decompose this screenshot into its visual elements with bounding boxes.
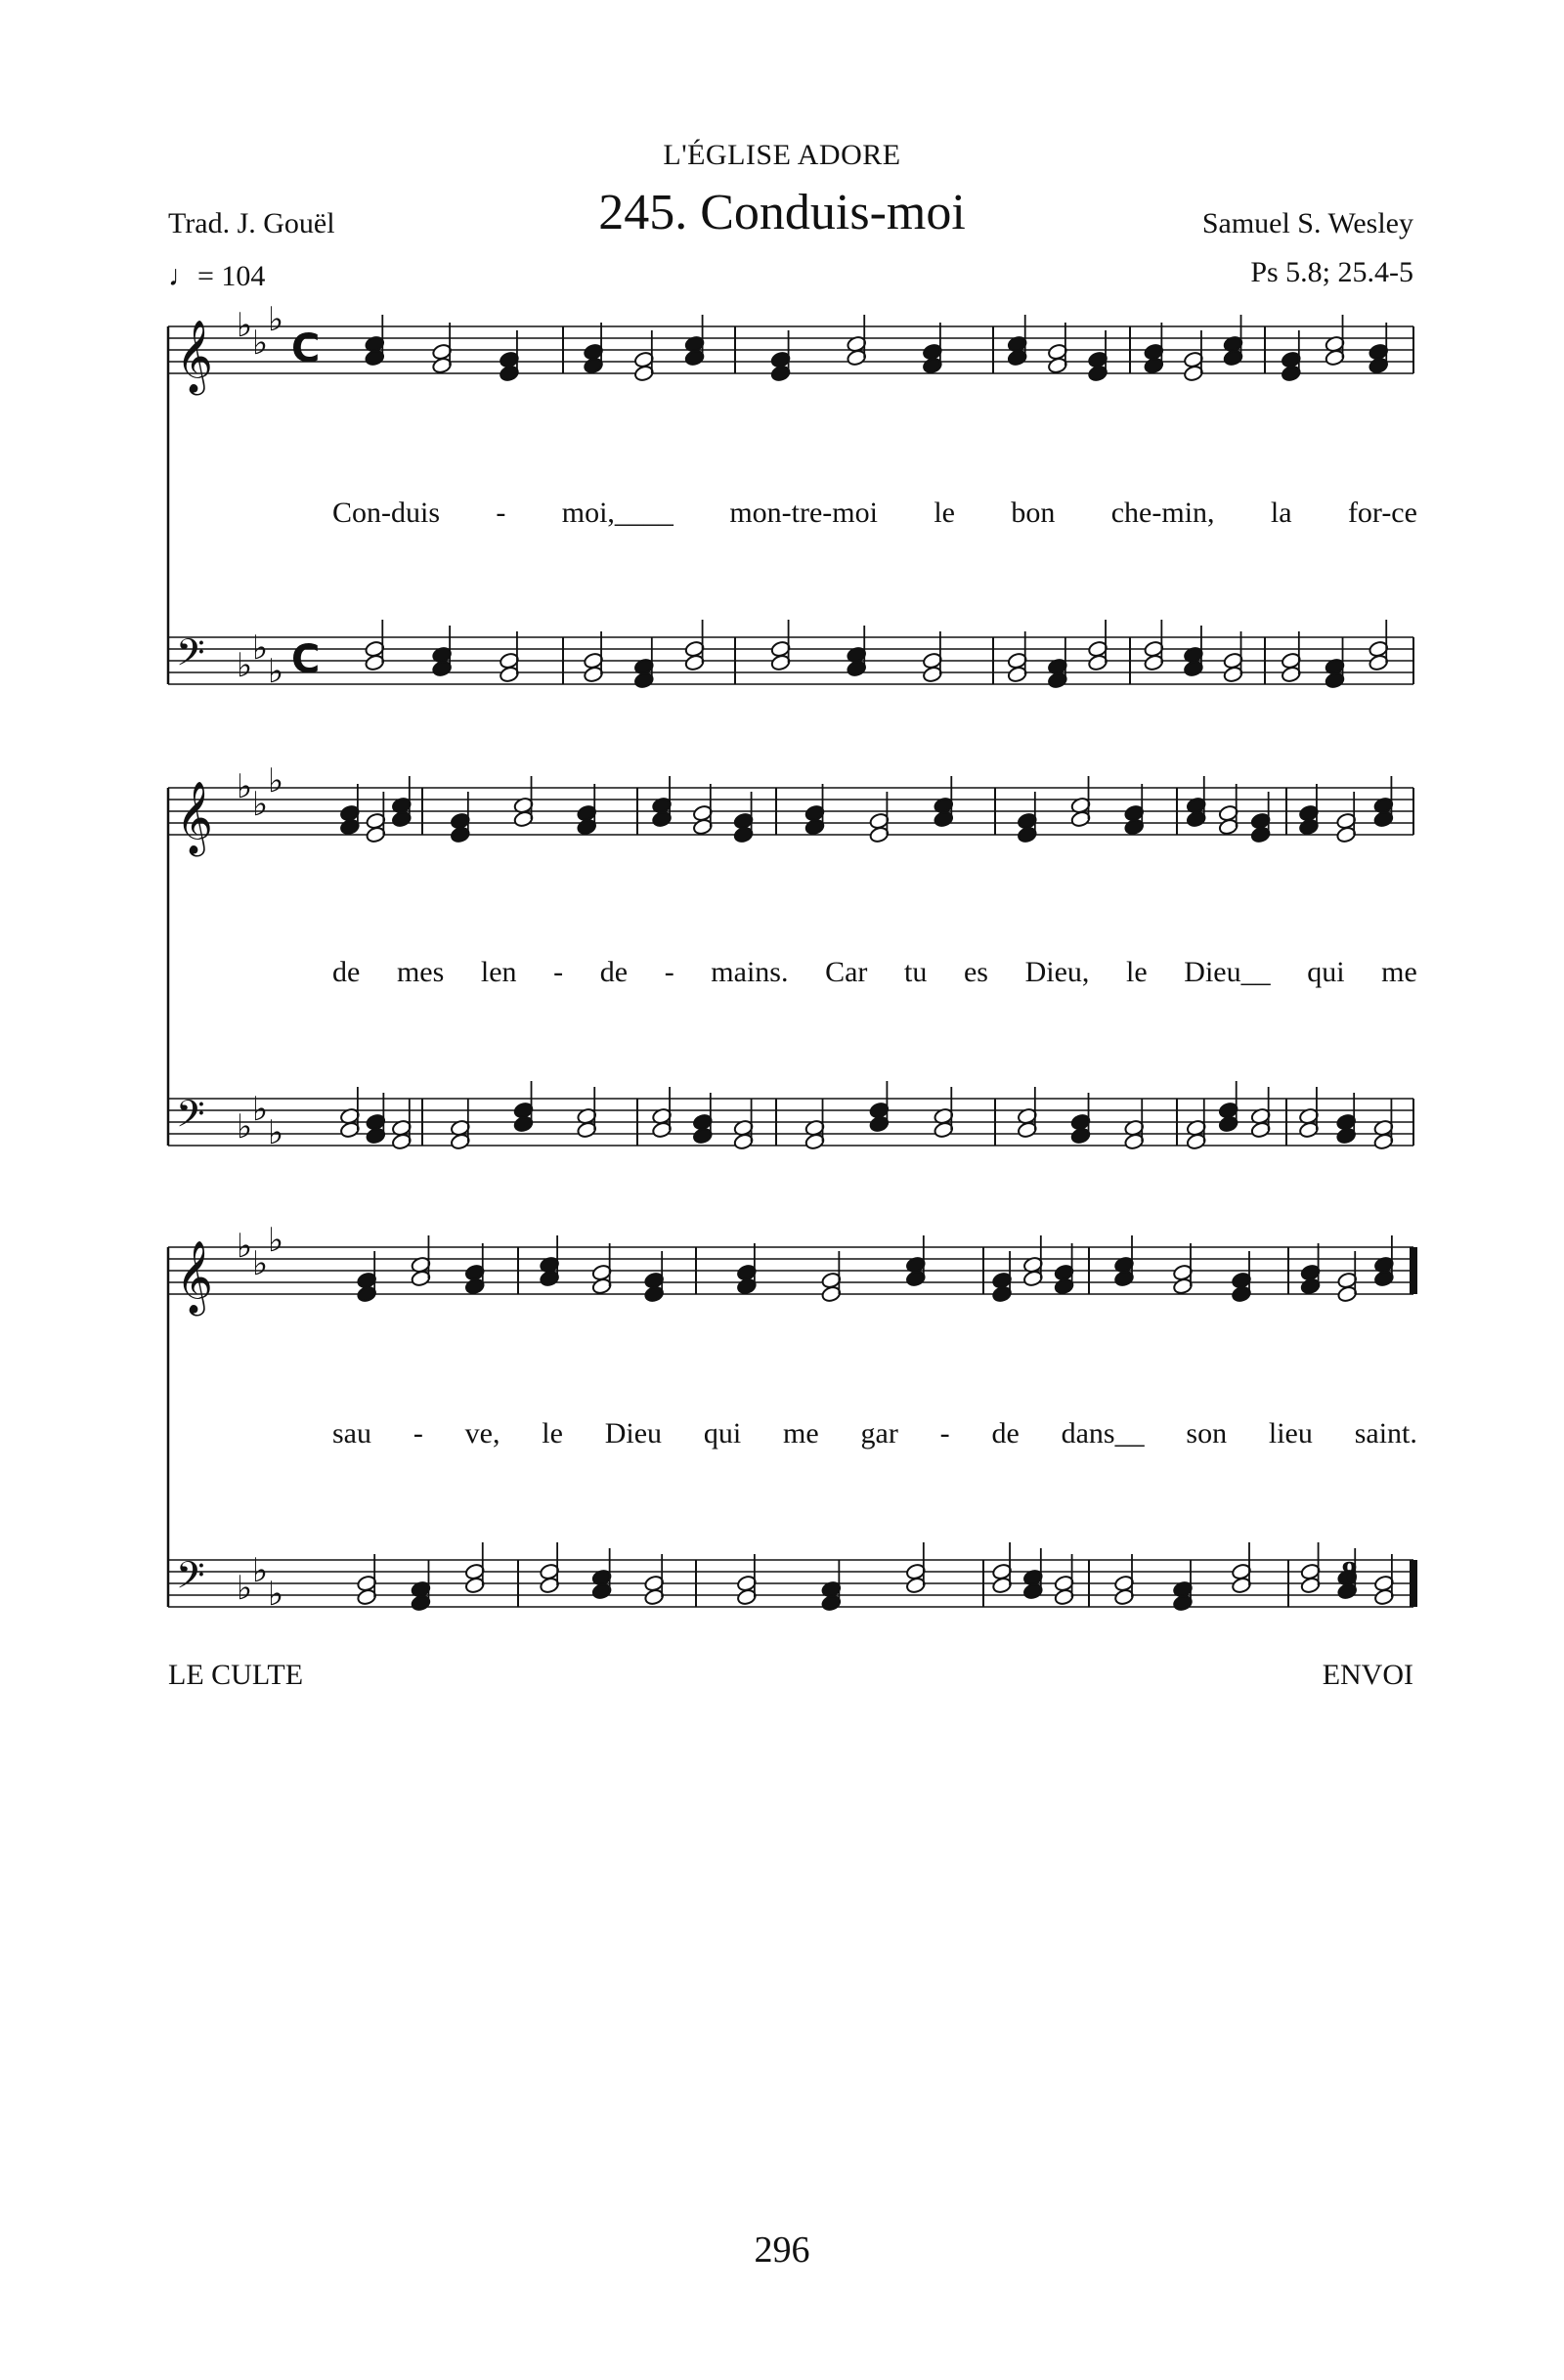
lyric-syllable: len	[480, 956, 517, 988]
flat-icon: ♭	[252, 785, 269, 824]
lyric-syllable: saint.	[1354, 1417, 1417, 1450]
lyric-syllable: me	[783, 1417, 819, 1450]
lyric-syllable: gar	[860, 1417, 898, 1450]
lyric-syllable: tu	[904, 956, 928, 988]
section-title: L'ÉGLISE ADORE	[663, 139, 901, 171]
flat-icon: ♭	[237, 1569, 253, 1608]
lyric-syllable: de	[991, 1417, 1020, 1450]
bass-clef-icon: 𝄢	[176, 1092, 205, 1145]
time-signature-icon: C	[291, 326, 321, 371]
lyric-syllable: moi,____	[561, 497, 673, 529]
lyric-syllable: for-ce	[1347, 497, 1417, 529]
lyric-syllable: mains.	[711, 956, 789, 988]
treble-clef-icon: 𝄞	[176, 321, 213, 393]
lyrics-line-1	[332, 497, 1417, 530]
flat-icon: ♭	[237, 767, 253, 806]
flat-icon: ♭	[237, 646, 253, 685]
lyric-syllable: dans__	[1061, 1417, 1145, 1450]
flat-icon: ♭	[268, 1113, 284, 1152]
flat-icon: ♭	[252, 628, 269, 668]
footer-category-left: LE CULTE	[168, 1659, 304, 1691]
lyric-syllable: le	[1126, 956, 1148, 988]
lyric-syllable: es	[963, 956, 988, 988]
lyrics-line-2	[332, 956, 1417, 989]
tempo-value: = 104	[197, 260, 266, 292]
scripture-reference: Ps 5.8; 25.4-5	[1250, 256, 1413, 288]
lyric-syllable: de	[332, 956, 361, 988]
lyric-syllable: Car	[825, 956, 868, 988]
lyric-syllable: -	[413, 1417, 423, 1450]
lyric-syllable: sau	[332, 1417, 371, 1450]
lyric-syllable: -	[664, 956, 674, 988]
flat-icon: ♭	[268, 1575, 284, 1614]
lyric-syllable: mon-tre-moi	[729, 497, 878, 529]
lyric-syllable: le	[934, 497, 955, 529]
lyric-syllable: le	[542, 1417, 563, 1450]
lyric-syllable: qui	[703, 1417, 742, 1450]
flat-icon: ♭	[268, 761, 284, 801]
flat-icon: ♭	[268, 300, 284, 339]
lyric-syllable: -	[496, 497, 506, 529]
composer: Samuel S. Wesley	[1201, 207, 1413, 239]
flat-icon: ♭	[252, 1551, 269, 1590]
lyric-syllable: -	[553, 956, 564, 988]
flat-icon: ♭	[268, 652, 284, 691]
flat-icon: ♭	[237, 306, 253, 345]
lyric-syllable: son	[1186, 1417, 1228, 1450]
bass-clef-icon: 𝄢	[176, 630, 205, 683]
page-number: 296	[754, 2229, 810, 2271]
quarter-note-icon: ♩	[168, 260, 197, 292]
footer-category-right: ENVOI	[1322, 1659, 1413, 1691]
treble-clef-icon: 𝄞	[176, 1241, 213, 1314]
bass-clef-icon: 𝄢	[176, 1553, 205, 1606]
lyric-syllable: bon	[1011, 497, 1056, 529]
flat-icon: ♭	[252, 1244, 269, 1283]
lyric-syllable: Dieu	[604, 1417, 663, 1450]
lyric-syllable: mes	[396, 956, 445, 988]
lyric-syllable: de	[599, 956, 629, 988]
hymn-title: 245. Conduis-moi	[598, 185, 966, 240]
lyric-syllable: Con-duis	[332, 497, 441, 529]
lyric-syllable: qui	[1307, 956, 1345, 988]
lyric-syllable: lieu	[1268, 1417, 1313, 1450]
lyrics-line-3	[332, 1417, 1417, 1450]
flat-icon: ♭	[237, 1107, 253, 1147]
treble-clef-icon: 𝄞	[176, 782, 213, 854]
lyric-syllable: -	[939, 1417, 950, 1450]
lyric-syllable: Dieu,	[1024, 956, 1090, 988]
flat-icon: ♭	[252, 324, 269, 363]
lyric-syllable: Dieu__	[1184, 956, 1271, 988]
flat-icon: ♭	[252, 1090, 269, 1129]
lyric-syllable: ve,	[464, 1417, 500, 1450]
lyric-syllable: che-min,	[1110, 497, 1215, 529]
time-signature-icon: C	[291, 637, 321, 682]
lyric-syllable: la	[1270, 497, 1292, 529]
lyric-syllable: me	[1381, 956, 1417, 988]
flat-icon: ♭	[237, 1227, 253, 1266]
bass-figure: 8	[1341, 1555, 1358, 1591]
flat-icon: ♭	[268, 1221, 284, 1260]
lyrics-author: Trad. J. Gouël	[168, 207, 335, 239]
